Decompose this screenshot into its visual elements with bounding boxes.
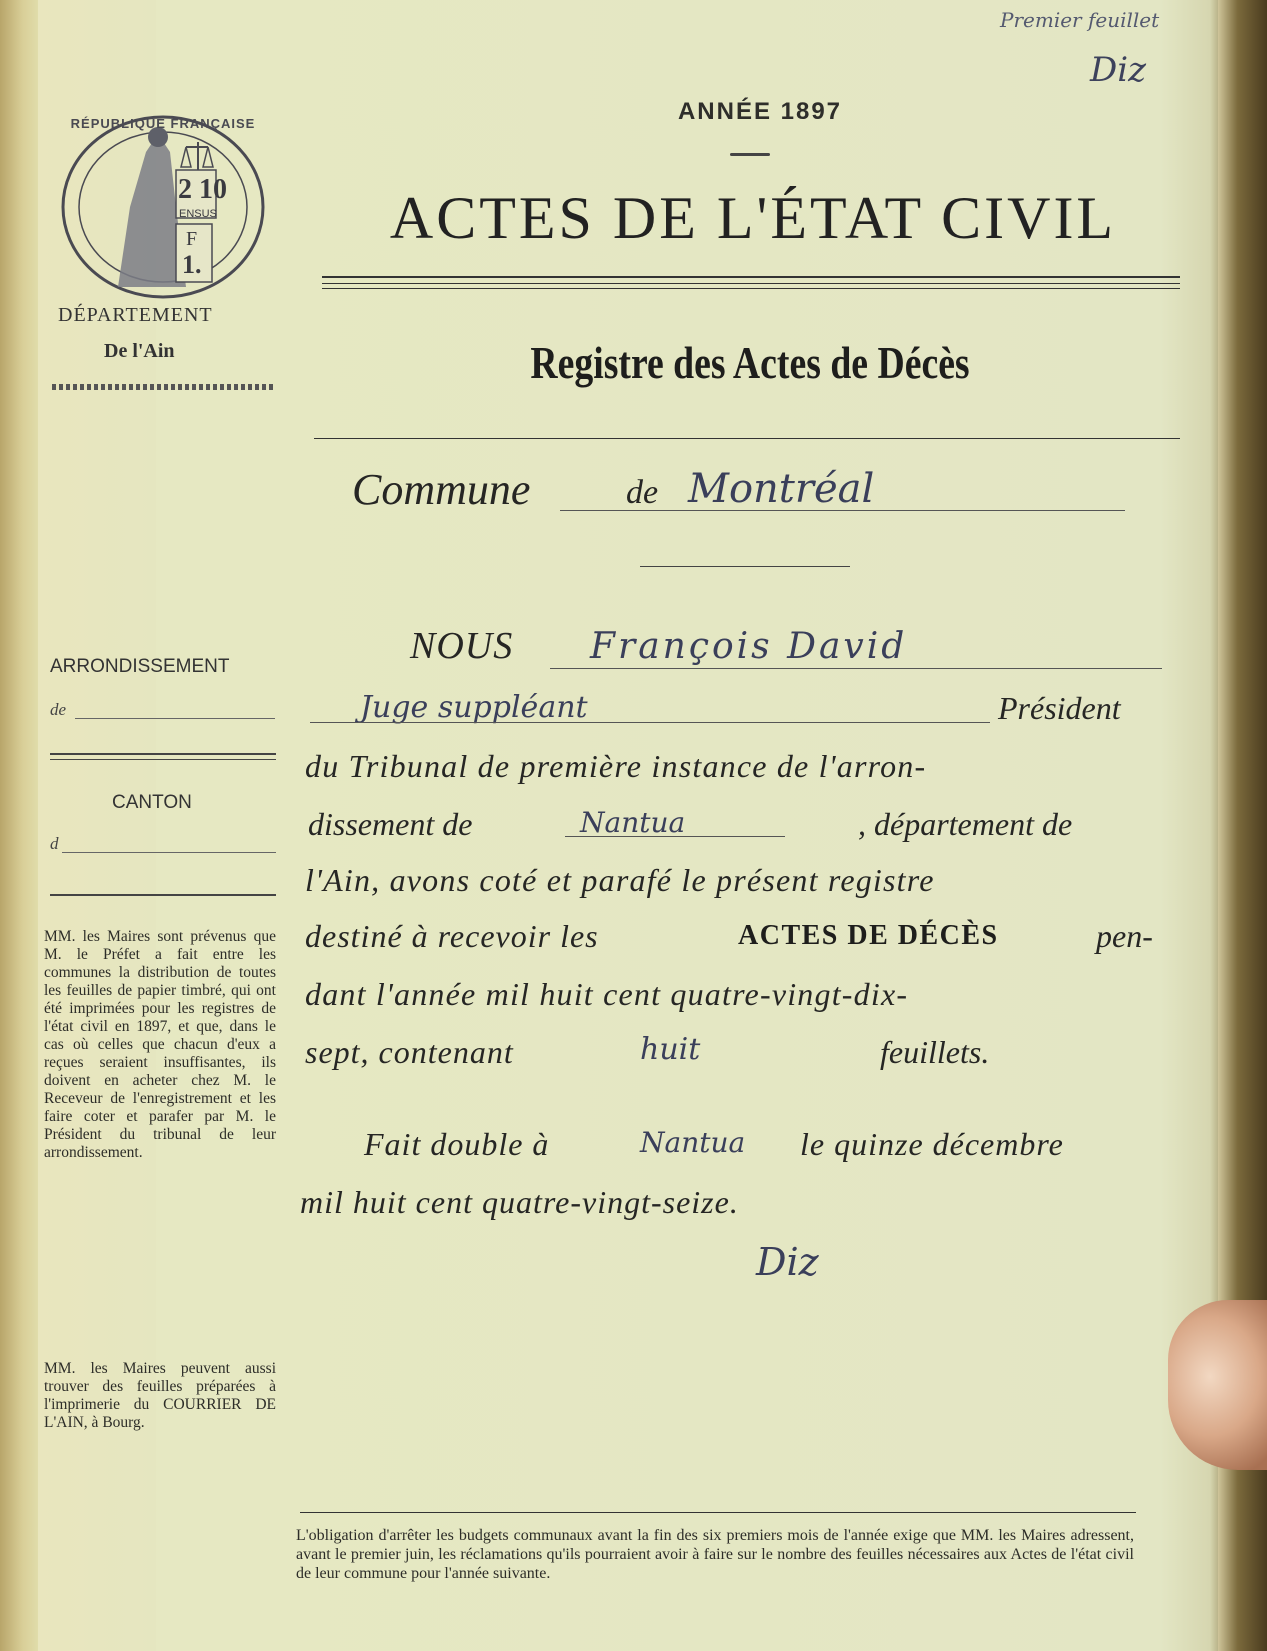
body-line-3a: dissement de <box>308 806 473 842</box>
commune-de: de <box>626 474 659 511</box>
sidebar-note-1: MM. les Maires sont prévenus que M. le Préfet a fait entre les communes la distribution de toutes les feuilles de papier timbré, qui ont été imprimées pour les registres de l'état civil en 1897, et que, dans le cas où celles que chacun d'eux a reçues seraient insuffisantes, ils doivent en acheter chez M. le Receveur de l'enregistrement et les faire coter et parafer par M. le Président du tribunal de leur arrondissement. <box>44 928 276 1161</box>
canton-line <box>62 852 276 853</box>
body-line-9: mil huit cent quatre-vingt-seize. <box>300 1184 739 1220</box>
body-line-5c: pen- <box>1096 918 1153 954</box>
body-line-7a: sept, contenant <box>305 1034 514 1070</box>
body-line-2: du Tribunal de première instance de l'arron- <box>305 748 927 784</box>
president-name: François David <box>590 626 908 667</box>
canton-prefix: d <box>50 834 59 853</box>
year-heading: ANNÉE 1897 <box>677 98 843 125</box>
sidebar-rule-2 <box>50 759 276 760</box>
arrondissement-handwritten: Nantua <box>580 806 686 839</box>
body-line-5a: destiné à recevoir les <box>305 918 599 954</box>
thumb <box>1168 1300 1267 1470</box>
body-line-6: dant l'année mil huit cent quatre-vingt-dix- <box>305 976 909 1012</box>
body-line-7b: feuillets. <box>880 1034 990 1070</box>
stamp-f-label: F <box>186 228 198 250</box>
sidebar-rule <box>50 753 276 755</box>
nous-label: NOUS <box>410 625 514 667</box>
role-handwritten: Juge suppléant <box>360 690 588 725</box>
arrondissement-line <box>75 718 275 719</box>
commune-label: Commune <box>352 465 531 514</box>
stamp-ring-text: RÉPUBLIQUE FRANÇAISE <box>70 116 256 131</box>
sidebar-note-2: MM. les Maires peuvent aussi trouver des feuilles préparées à l'imprimerie du COURRIER DE L'AIN, à Bourg. <box>44 1360 276 1431</box>
president-label: Président <box>998 690 1121 726</box>
stamp-f-value: 1. <box>182 250 202 279</box>
register-subtitle: Registre des Actes de Décès <box>530 337 970 388</box>
margin-note-top: Premier feuillet <box>1000 8 1160 32</box>
stamp-icon <box>58 112 268 302</box>
body-line-5b: ACTES DE DÉCÈS <box>738 920 999 951</box>
subtitle-rule <box>314 438 1180 439</box>
ornament-divider <box>52 384 274 390</box>
sidebar-rule-3 <box>50 894 276 896</box>
fait-date: le quinze décembre <box>800 1126 1064 1162</box>
year-ornament <box>730 153 770 156</box>
title-rule-2 <box>322 283 1180 284</box>
stamp-value: 2 10 <box>178 174 227 205</box>
feuillets-handwritten: huit <box>640 1032 701 1067</box>
title-rule-3 <box>322 288 1180 289</box>
footer-notice: L'obligation d'arrêter les budgets communaux avant la fin des six premiers mois de l'année exige que MM. les Maires adressent, avant le premier juin, les réclamations qu'ils pourraient avoir à faire sur le nombre des feuilles nécessaires aux Actes de l'état civil de leur commune pour l'année suivante. <box>296 1527 1134 1582</box>
fait-place-handwritten: Nantua <box>640 1126 746 1159</box>
binding-strip <box>0 0 38 1651</box>
nous-line <box>550 668 1162 669</box>
canton-label: CANTON <box>112 792 192 813</box>
commune-name: Montréal <box>688 466 875 512</box>
footer-rule <box>300 1512 1136 1513</box>
commune-rule <box>640 566 850 567</box>
stamp-value-label: ENSUS <box>179 208 217 220</box>
signature: Diz <box>756 1240 819 1284</box>
fait-double-label: Fait double à <box>364 1126 550 1162</box>
arrondissement-label: ARRONDISSEMENT <box>50 656 230 677</box>
commune-line <box>560 510 1125 511</box>
arrondissement-prefix: de <box>50 700 67 719</box>
body-line-3b: , département de <box>858 806 1073 842</box>
dept-label: DÉPARTEMENT <box>58 304 213 326</box>
role-line <box>310 722 990 723</box>
body-line-4: l'Ain, avons coté et parafé le présent registre <box>305 862 935 898</box>
title-rule-1 <box>322 276 1180 278</box>
dept-name: De l'Ain <box>104 340 175 362</box>
main-title: ACTES DE L'ÉTAT CIVIL <box>389 185 1117 251</box>
fiscal-stamp <box>58 112 268 302</box>
arrond-line <box>565 836 785 837</box>
margin-note-initials: Diz <box>1090 50 1147 90</box>
